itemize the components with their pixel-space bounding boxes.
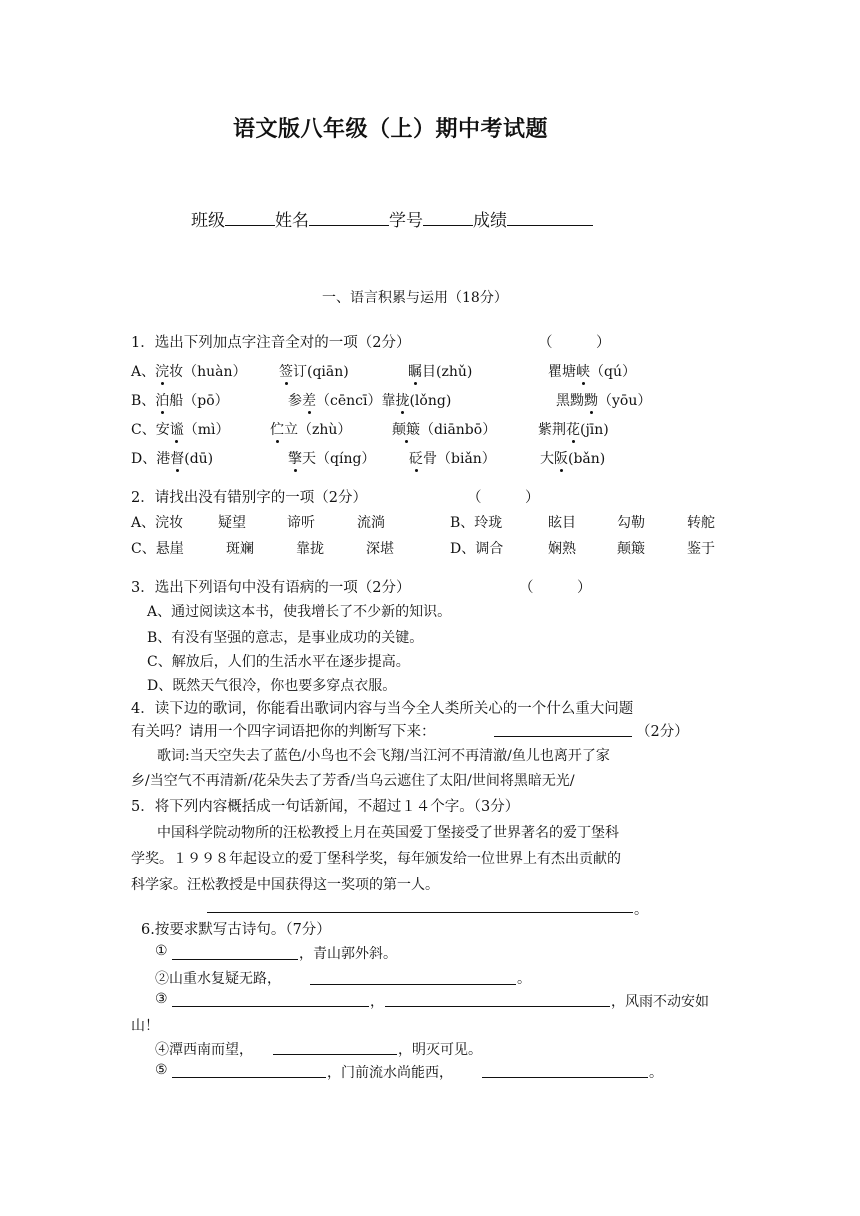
q6-line5-mid: ，门前流水尚能西， — [327, 1065, 453, 1081]
class-blank[interactable] — [225, 209, 275, 226]
q2-answer-paren[interactable]: （ ） — [467, 490, 540, 506]
q6-line3-cont: 山！ — [131, 1018, 159, 1034]
class-label: 班级 — [191, 211, 225, 231]
name-blank[interactable] — [309, 209, 389, 226]
section-heading: 一、语言积累与运用（18分） — [322, 290, 508, 306]
id-label: 学号 — [389, 211, 423, 231]
q2-cell: 靠拢 — [296, 541, 324, 557]
q3-stem: 3．选出下列语句中没有语病的一项（2分） — [131, 580, 411, 596]
q6-line4-blank[interactable] — [273, 1054, 397, 1055]
q6-line3-text: ，风雨不动安如 — [611, 994, 709, 1010]
q6-stem: 6.按要求默写古诗句。（7分） — [141, 922, 331, 938]
score-blank[interactable] — [507, 209, 593, 226]
q1-option-d-3: 砭骨（biǎn） — [409, 451, 496, 467]
q6-line2-text: ②山重水复疑无路， — [155, 971, 281, 987]
q6-line4-end: ，明灭可见。 — [398, 1042, 482, 1058]
q1-option-d: D、港督(dū) — [131, 451, 214, 467]
q2-cell: 转舵 — [687, 515, 715, 531]
q1-answer-paren[interactable]: （ ） — [538, 335, 611, 351]
score-label: 成绩 — [473, 211, 507, 231]
q2-cell: B、玲珑 — [450, 515, 503, 531]
q2-cell: C、悬崖 — [131, 541, 184, 557]
q2-cell: D、调合 — [450, 541, 504, 557]
q6-line1-text: ，青山郭外斜。 — [299, 946, 397, 962]
q2-cell: 流淌 — [357, 515, 385, 531]
q6-line3-blank-a[interactable] — [172, 1006, 369, 1007]
q1-option-b-3: 黑黝黝（yōu） — [556, 393, 652, 409]
q6-line5-end: 。 — [649, 1065, 663, 1081]
q6-line3-comma: ， — [370, 994, 384, 1010]
q1-option-b-2: 参差（cēncī）靠拢(lǒng) — [288, 393, 452, 409]
q1-option-d-4: 大阪(bǎn) — [540, 451, 606, 467]
q2-cell: 勾勒 — [617, 515, 645, 531]
q5-passage-1: 中国科学院动物所的汪松教授上月在英国爱丁堡接受了世界著名的爱丁堡科 — [157, 825, 619, 841]
q6-line5-num: ⑤ — [155, 1062, 168, 1078]
q6-line3-num: ③ — [155, 991, 168, 1007]
q1-option-a: A、浣妆（huàn） — [131, 364, 247, 380]
q5-passage-3: 科学家。汪松教授是中国获得这一奖项的第一人。 — [131, 877, 439, 893]
q2-cell: 深堪 — [366, 541, 394, 557]
q1-option-c-3: 颠簸（diānbō） — [392, 422, 497, 438]
q5-passage-2: 学奖。１９９８年起设立的爱丁堡科学奖，每年颁发给一位世界上有杰出贡献的 — [131, 851, 621, 867]
q4-line1: 4．读下边的歌词，你能看出歌词内容与当今全人类所关心的一个什么重大问题 — [131, 701, 634, 717]
q6-line2-blank[interactable] — [310, 984, 516, 985]
q4-lyrics-1: 歌词:当天空失去了蓝色/小鸟也不会飞翔/当江河不再清澈/鱼儿也离开了家 — [157, 748, 610, 764]
q6-line2-end: 。 — [517, 971, 531, 987]
q2-stem: 2．请找出没有错别字的一项（2分） — [131, 490, 367, 506]
student-info-line — [191, 206, 593, 231]
q2-cell: 谛听 — [287, 515, 315, 531]
q1-option-c-2: 伫立（zhù） — [270, 422, 352, 438]
q6-line3-blank-b[interactable] — [385, 1006, 610, 1007]
q6-line4-text: ④潭西南而望， — [155, 1042, 253, 1058]
q2-cell: A、浣妆 — [131, 515, 184, 531]
q3-answer-paren[interactable]: （ ） — [519, 580, 592, 596]
q3-option-b: B、有没有坚强的意志，是事业成功的关键。 — [147, 630, 424, 646]
q1-option-a-2: 签订(qiān) — [279, 364, 349, 380]
q5-stem: 5．将下列内容概括成一句话新闻，不超过１４个字。（3分） — [131, 799, 520, 815]
q3-option-c: C、解放后，人们的生活水平在逐步提高。 — [147, 654, 410, 670]
q1-option-d-2: 擎天（qíng） — [288, 451, 376, 467]
q3-option-a: A、通过阅读这本书，使我增长了不少新的知识。 — [147, 604, 452, 620]
q2-cell: 疑望 — [218, 515, 246, 531]
q1-option-a-4: 瞿塘峡（qú） — [548, 364, 636, 380]
q1-option-c-4: 紫荆花(jīn) — [538, 422, 609, 438]
q6-line5-blank-a[interactable] — [172, 1077, 326, 1078]
name-label: 姓名 — [275, 211, 309, 231]
q4-line2: 有关吗？请用一个四字词语把你的判断写下来： — [131, 724, 436, 740]
q1-option-b: B、泊船（pō） — [131, 393, 229, 409]
q1-stem: 1．选出下列加点字注音全对的一项（2分） — [131, 335, 411, 351]
q4-answer-blank[interactable] — [494, 736, 632, 737]
q2-cell: 眩目 — [548, 515, 576, 531]
q2-cell: 娴熟 — [548, 541, 576, 557]
q1-option-c: C、安谧（mì） — [131, 422, 230, 438]
q4-points: （2分） — [636, 724, 689, 740]
q5-period: 。 — [634, 902, 648, 918]
q4-lyrics-2: 乡/当空气不再清新/花朵失去了芳香/当乌云遮住了太阳/世间将黑暗无光/ — [131, 773, 575, 789]
q1-option-a-3: 瞩目(zhǔ) — [408, 364, 473, 380]
q2-cell: 颠簸 — [617, 541, 645, 557]
id-blank[interactable] — [423, 209, 473, 226]
q6-line1-blank[interactable] — [172, 959, 298, 960]
q2-cell: 鉴于 — [687, 541, 715, 557]
q6-line5-blank-b[interactable] — [482, 1077, 648, 1078]
page-title: 语文版八年级（上）期中考试题 — [233, 117, 549, 142]
q2-cell: 斑斓 — [226, 541, 254, 557]
q6-line1-num: ① — [155, 943, 168, 959]
q3-option-d: D、既然天气很冷，你也要多穿点衣服。 — [147, 678, 397, 694]
q5-answer-blank[interactable] — [207, 912, 633, 913]
